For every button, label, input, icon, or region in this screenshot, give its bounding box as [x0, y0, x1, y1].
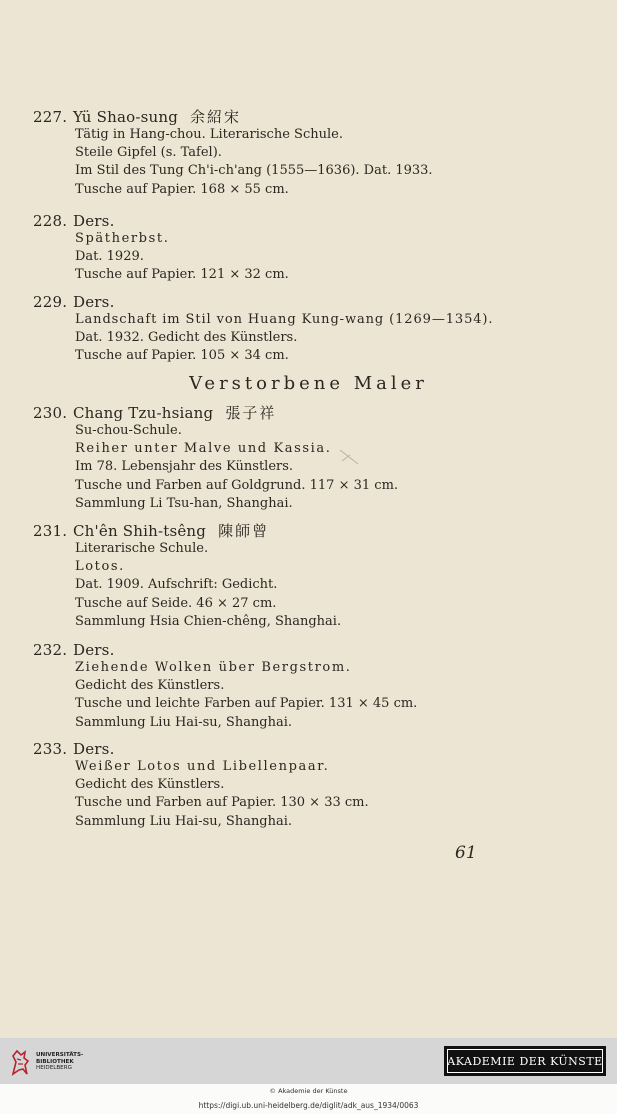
heraldic-lion-icon [8, 1047, 32, 1077]
entry-line: Sammlung Liu Hai-su, Shanghai. [75, 714, 293, 730]
entry-number: 227. [33, 108, 68, 126]
entry-line: Gedicht des Künstlers. [75, 678, 225, 694]
logo-line: HEIDELBERG [36, 1065, 72, 1072]
artist-name: Ders. [73, 740, 115, 758]
catalog-entry-228 [33, 212, 593, 285]
entry-line: Literarische Schule. [75, 541, 209, 556]
entry-line: Tätig in Hang-chou. Literarische Schule. [75, 127, 343, 142]
copyright-notice: © Akademie der Künste [269, 1087, 348, 1095]
entry-number: 231. [33, 522, 68, 540]
artist-name-chinese: 余紹宋 [190, 108, 242, 126]
entry-line: Tusche und Farben auf Papier. 130 × 33 cm. [75, 795, 369, 811]
catalog-entry-227 [33, 108, 593, 199]
artist-name-chinese: 陳師曾 [218, 522, 270, 540]
pencil-mark-icon [338, 446, 360, 468]
logo-line: UNIVERSITÄTS- [36, 1052, 84, 1059]
artist-name: Ders. [73, 293, 115, 311]
university-library-logo[interactable] [8, 1046, 118, 1078]
entry-line: Dat. 1909. Aufschrift: Gedicht. [75, 577, 278, 593]
entry-line: Tusche und Farben auf Goldgrund. 117 × 31 cm. [75, 477, 399, 493]
catalog-entry-231 [33, 522, 593, 631]
entry-line: Tusche auf Papier. 121 × 32 cm. [75, 267, 289, 283]
artist-name: Ch'ên Shih-tsêng [73, 522, 207, 540]
entry-line: Tusche auf Seide. 46 × 27 cm. [75, 595, 277, 611]
akademie-logo-text: AKADEMIE DER KÜNSTE [447, 1049, 603, 1073]
section-heading: Verstorbene Maler [189, 373, 428, 394]
entry-line: Tusche und leichte Farben auf Papier. 131 × 45 cm. [75, 696, 418, 712]
source-url-link[interactable]: https://digi.ub.uni-heidelberg.de/diglit/adk_aus_1934/0063 [198, 1101, 419, 1110]
artist-name: Yü Shao-sung [73, 108, 179, 126]
entry-line: Weißer Lotos und Libellenpaar. [75, 759, 330, 774]
artist-name: Chang Tzu-hsiang [73, 404, 214, 422]
entry-number: 230. [33, 404, 68, 422]
entry-line: Gedicht des Künstlers. [75, 777, 225, 793]
entry-line: Landschaft im Stil von Huang Kung-wang (1269—1354). [75, 312, 494, 327]
catalog-entry-230 [33, 404, 593, 513]
entry-line: Steile Gipfel (s. Tafel). [75, 145, 222, 161]
entry-line: Spätherbst. [75, 231, 170, 246]
page-number: 61 [455, 843, 477, 863]
akademie-logo[interactable] [444, 1046, 606, 1076]
entry-number: 233. [33, 740, 68, 758]
entry-line: Tusche auf Papier. 105 × 34 cm. [75, 348, 289, 364]
entry-line: Su-chou-Schule. [75, 423, 182, 438]
catalog-entry-233 [33, 740, 593, 831]
logo-line: BIBLIOTHEK [36, 1058, 74, 1065]
entry-line: Tusche auf Papier. 168 × 55 cm. [75, 181, 289, 197]
entry-line: Sammlung Liu Hai-su, Shanghai. [75, 813, 293, 829]
artist-name: Ders. [73, 641, 115, 659]
entry-line: Im 78. Lebensjahr des Künstlers. [75, 459, 294, 475]
entry-line: Reiher unter Malve und Kassia. [75, 441, 332, 457]
catalog-entry-232 [33, 641, 593, 732]
artist-name: Ders. [73, 212, 115, 230]
entry-line: Im Stil des Tung Ch'i-ch'ang (1555—1636). Dat. 1933. [75, 163, 433, 179]
entry-line: Dat. 1929. [75, 249, 144, 265]
catalog-entry-229 [33, 293, 593, 366]
artist-name-chinese: 張子祥 [225, 404, 277, 422]
entry-number: 228. [33, 212, 68, 230]
footer-bar [0, 1038, 617, 1084]
entry-line: Ziehende Wolken über Bergstrom. [75, 660, 352, 675]
entry-line: Sammlung Hsia Chien-chêng, Shanghai. [75, 613, 342, 629]
entry-number: 229. [33, 293, 68, 311]
entry-line: Dat. 1932. Gedicht des Künstlers. [75, 330, 298, 346]
entry-line: Lotos. [75, 559, 125, 575]
entry-number: 232. [33, 641, 68, 659]
entry-line: Sammlung Li Tsu-han, Shanghai. [75, 495, 293, 511]
